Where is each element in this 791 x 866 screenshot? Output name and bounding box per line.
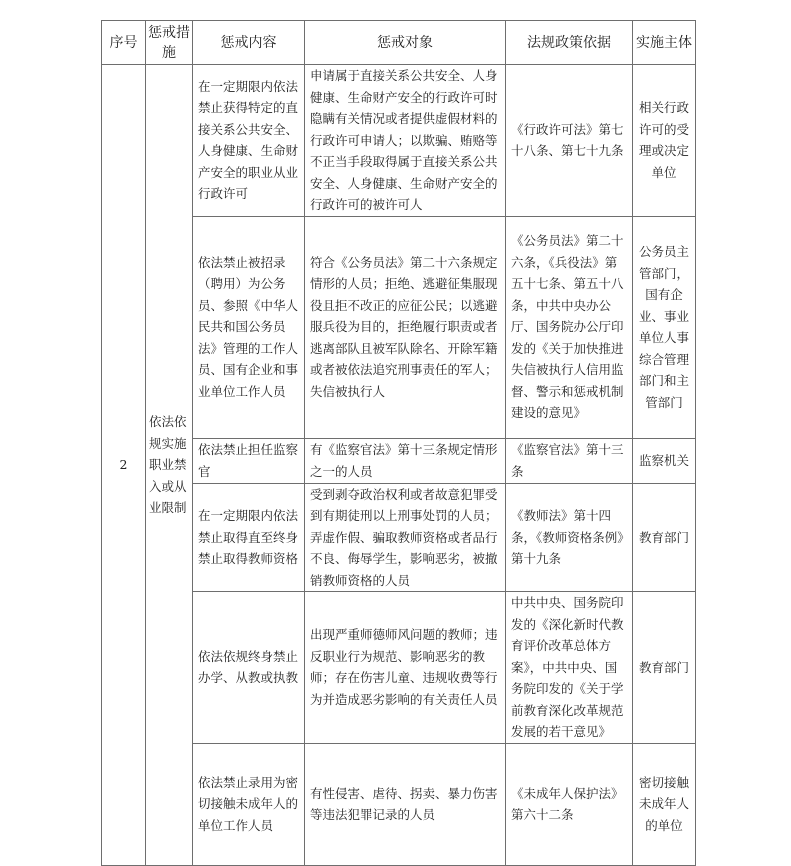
row-target: 有《监察官法》第十三条规定情形之一的人员 <box>305 438 506 483</box>
header-target: 惩戒对象 <box>305 21 506 65</box>
group-measure: 依法依规实施职业禁入或从业限制 <box>146 65 193 866</box>
disciplinary-measures-table <box>101 20 696 866</box>
row-agency: 教育部门 <box>633 483 696 592</box>
table-row <box>102 65 696 217</box>
row-content: 在一定期限内依法禁止获得特定的直接关系公共安全、人身健康、生命财产安全的职业从业行政许可 <box>193 65 305 217</box>
header-measure: 惩戒措施 <box>146 21 193 65</box>
header-row <box>102 21 696 65</box>
header-basis: 法规政策依据 <box>506 21 633 65</box>
row-content: 依法依规终身禁止办学、从教或执教 <box>193 592 305 744</box>
row-content: 依法禁止被招录（聘用）为公务员、参照《中华人民共和国公务员法》管理的工作人员、国有企业和事业单位工作人员 <box>193 216 305 438</box>
header-agency: 实施主体 <box>633 21 696 65</box>
row-basis: 《公务员法》第二十六条，《兵役法》第五十七条、第五十八条，中共中央办公厅、国务院办公厅印发的《关于加快推进失信被执行人信用监督、警示和惩戒机制建设的意见》 <box>506 216 633 438</box>
row-basis: 《行政许可法》第七十八条、第七十九条 <box>506 65 633 217</box>
row-basis: 《未成年人保护法》第六十二条 <box>506 743 633 865</box>
row-target: 受到剥夺政治权利或者故意犯罪受到有期徒刑以上刑事处罚的人员；弄虚作假、骗取教师资格或者品行不良、侮辱学生，影响恶劣，被撤销教师资格的人员 <box>305 483 506 592</box>
header-content: 惩戒内容 <box>193 21 305 65</box>
group-seq: 2 <box>102 65 146 866</box>
row-target: 申请属于直接关系公共安全、人身健康、生命财产安全的行政许可时隐瞒有关情况或者提供虚假材料的行政许可申请人；以欺骗、贿赂等不正当手段取得属于直接关系公共安全、人身健康、生命财产安全的行政许可的被许可人 <box>305 65 506 217</box>
row-basis: 《教师法》第十四条，《教师资格条例》第十九条 <box>506 483 633 592</box>
row-agency: 监察机关 <box>633 438 696 483</box>
row-agency: 相关行政许可的受理或决定单位 <box>633 65 696 217</box>
row-agency: 教育部门 <box>633 592 696 744</box>
row-target: 符合《公务员法》第二十六条规定情形的人员；拒绝、逃避征集服现役且拒不改正的应征公民；以逃避服兵役为目的，拒绝履行职责或者逃离部队且被军队除名、开除军籍或者被依法追究刑事责任的军人；失信被执行人 <box>305 216 506 438</box>
row-basis: 中共中央、国务院印发的《深化新时代教育评价改革总体方案》，中共中央、国务院印发的《关于学前教育深化改革规范发展的若干意见》 <box>506 592 633 744</box>
row-content: 依法禁止担任监察官 <box>193 438 305 483</box>
row-target: 出现严重师德师风问题的教师；违反职业行为规范、影响恶劣的教师；存在伤害儿童、违规收费等行为并造成恶劣影响的有关责任人员 <box>305 592 506 744</box>
header-seq: 序号 <box>102 21 146 65</box>
row-agency: 密切接触未成年人的单位 <box>633 743 696 865</box>
row-content: 在一定期限内依法禁止取得直至终身禁止取得教师资格 <box>193 483 305 592</box>
row-basis: 《监察官法》第十三条 <box>506 438 633 483</box>
row-agency: 公务员主管部门，国有企业、事业单位人事综合管理部门和主管部门 <box>633 216 696 438</box>
row-content: 依法禁止录用为密切接触未成年人的单位工作人员 <box>193 743 305 865</box>
row-target: 有性侵害、虐待、拐卖、暴力伤害等违法犯罪记录的人员 <box>305 743 506 865</box>
